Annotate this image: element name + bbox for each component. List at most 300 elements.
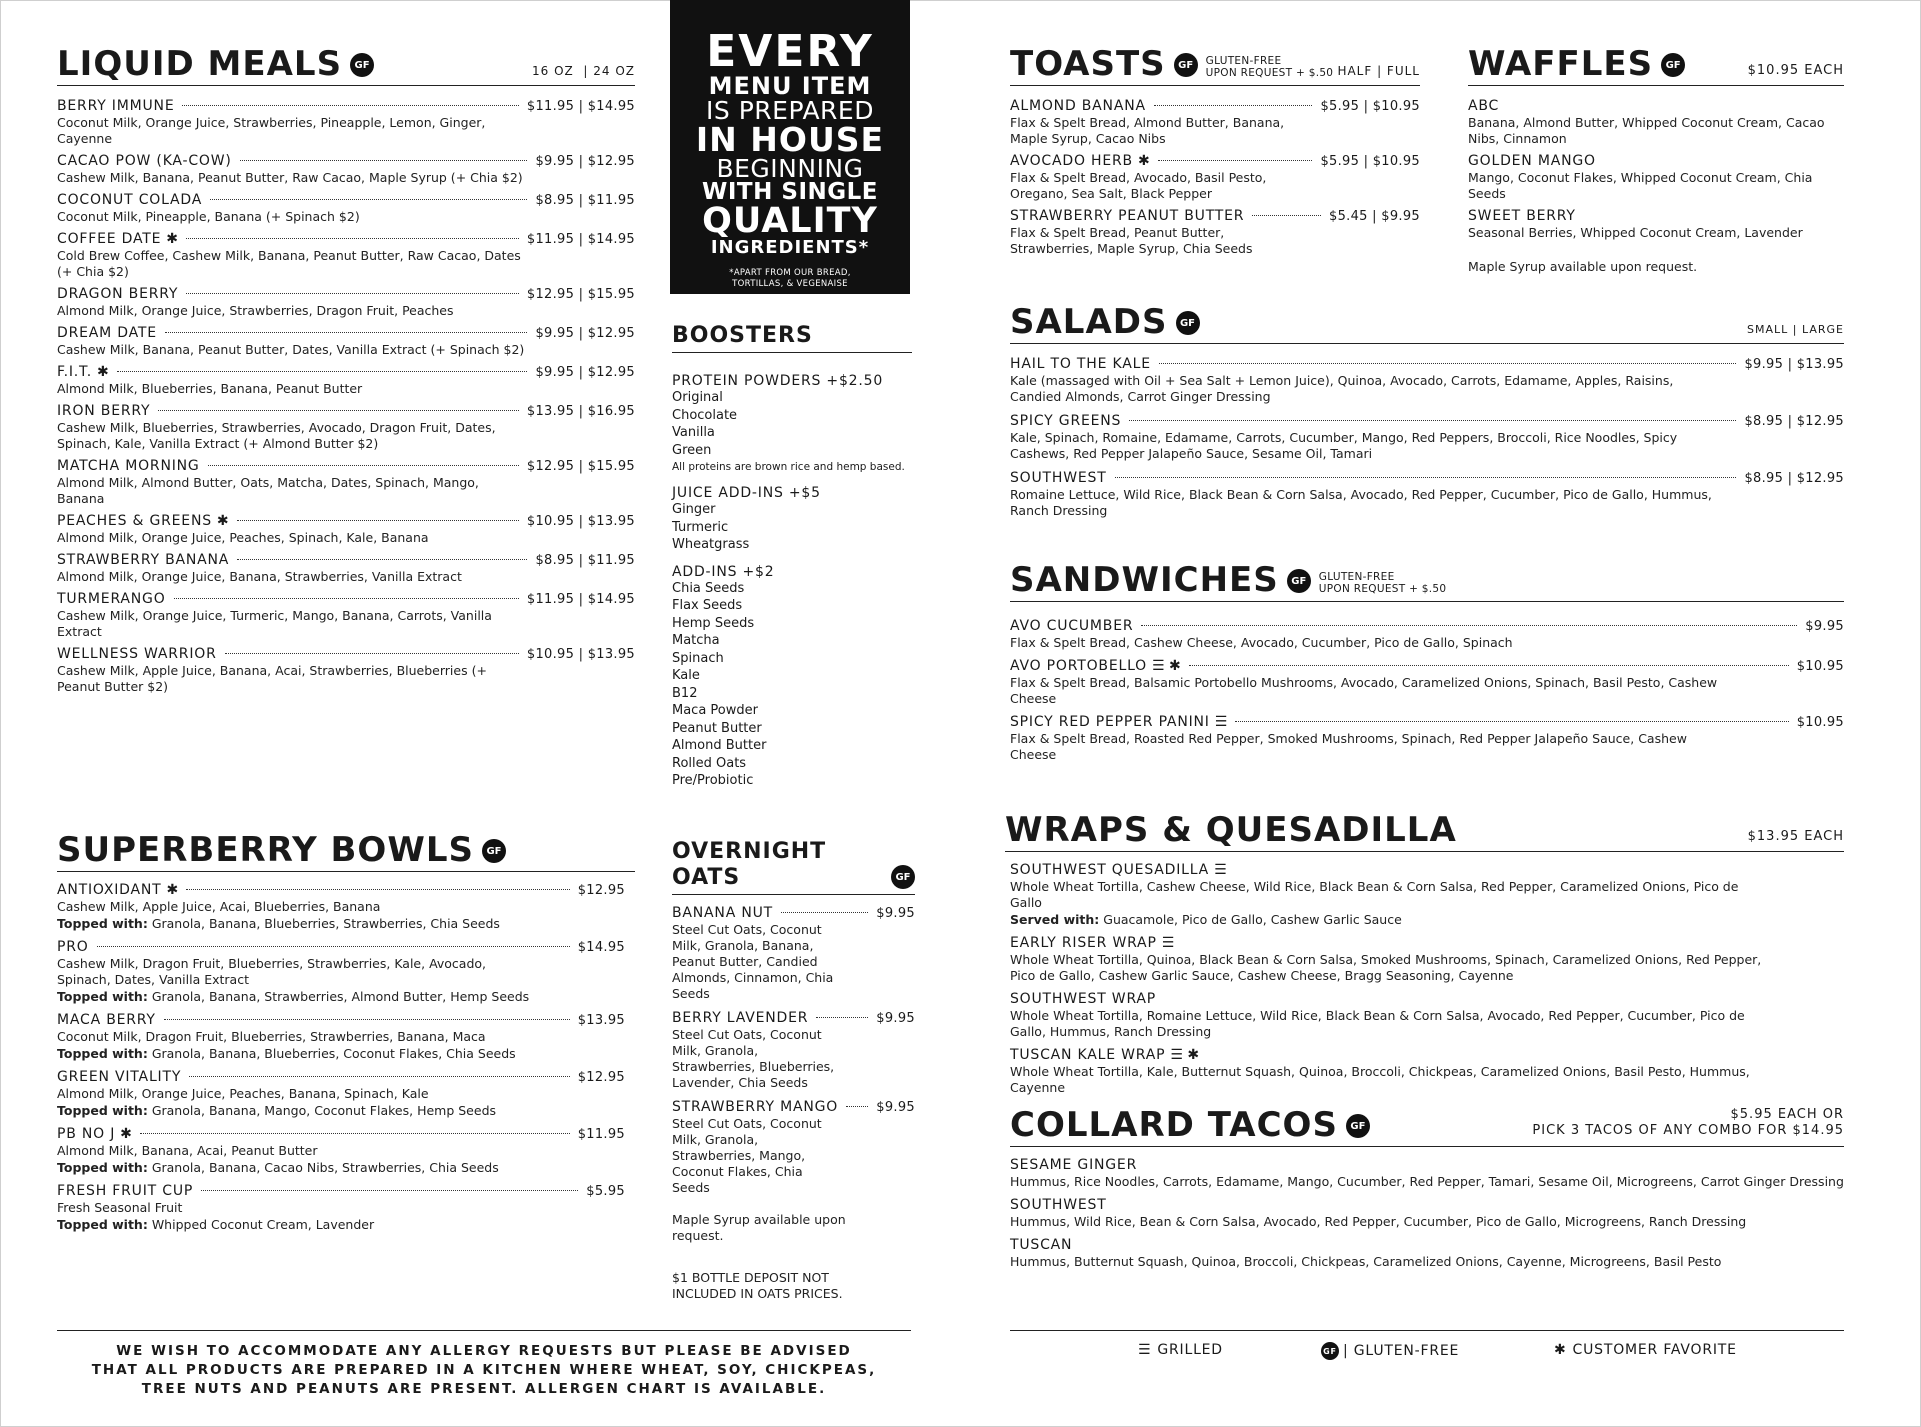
menu-item-description: Whole Wheat Tortilla, Cashew Cheese, Wild Rice, Black Bean & Corn Salsa, Red Pepper, Caramelized Onions, Pico de Gallo (1010, 879, 1739, 910)
dot-leader (781, 912, 868, 913)
menu-item-name: BERRY IMMUNE (57, 98, 175, 114)
menu-item-line (1010, 862, 1844, 878)
menu-item (57, 1126, 625, 1176)
menu-item-name: HAIL TO THE KALE (1010, 356, 1151, 372)
menu-item-price: $11.95 (577, 1127, 625, 1142)
menu-item-price: $10.95 (1796, 659, 1844, 674)
served-with-value: Guacamole, Pico de Gallo, Cashew Garlic Sauce (1099, 912, 1402, 927)
menu-item-line (1010, 991, 1844, 1007)
menu-item (57, 98, 635, 147)
dot-leader (182, 105, 518, 106)
menu-item-description: Cashew Milk, Orange Juice, Turmeric, Mango, Banana, Carrots, Vanilla Extract (57, 608, 492, 639)
menu-item (57, 646, 635, 695)
menu-item-name: EARLY RISER WRAP (1010, 935, 1157, 951)
superberry-bowls-section (57, 832, 635, 1233)
sandwiches-list (1010, 618, 1844, 763)
tacos-title: COLLARD TACOS (1010, 1105, 1338, 1145)
menu-item-name: WELLNESS WARRIOR (57, 646, 217, 662)
sandwiches-header (1010, 562, 1844, 602)
menu-item-description: Almond Milk, Banana, Acai, Peanut Butter (57, 1143, 318, 1158)
menu-item (1010, 1197, 1844, 1230)
menu-item-line (1010, 618, 1844, 634)
booster-option: Kale (672, 668, 700, 683)
menu-item (672, 1010, 915, 1091)
menu-item-description: Coconut Milk, Pineapple, Banana (+ Spinach $2) (57, 209, 360, 224)
wraps-section (1005, 812, 1844, 1096)
menu-item-line (1010, 98, 1420, 114)
menu-item-name: AVOCADO HERB (1010, 153, 1133, 169)
menu-item-line (57, 646, 635, 662)
menu-item-description: Flax & Spelt Bread, Peanut Butter, Strawberries, Maple Syrup, Chia Seeds (1010, 225, 1253, 256)
dot-leader (1159, 363, 1737, 364)
booster-option: Hemp Seeds (672, 615, 755, 631)
menu-item-description: Flax & Spelt Bread, Cashew Cheese, Avocado, Cucumber, Pico de Gallo, Spinach (1010, 635, 1513, 650)
menu-item-description: Coconut Milk, Dragon Fruit, Blueberries, Strawberries, Banana, Maca (57, 1029, 486, 1044)
menu-item-price: $5.45 | $9.95 (1329, 209, 1420, 224)
oats-header (672, 839, 915, 895)
menu-item-line (1010, 935, 1844, 951)
liquid-meals-list (57, 98, 635, 695)
menu-item-name: PEACHES & GREENS (57, 513, 212, 529)
liquid-meals-header (57, 46, 635, 86)
dot-leader (210, 199, 527, 200)
menu-item-name: SESAME GINGER (1010, 1157, 1138, 1173)
booster-option: Spinach (672, 650, 724, 666)
oats-bottle-note: $1 BOTTLE DEPOSIT NOT INCLUDED IN OATS PRICES. (672, 1270, 843, 1301)
superberry-title: SUPERBERRY BOWLS (57, 830, 474, 870)
booster-option: Peanut Butter (672, 720, 762, 736)
grill-icon: ☰ (1138, 1342, 1152, 1358)
menu-item-price: $13.95 (577, 1013, 625, 1028)
menu-item-line (57, 403, 635, 419)
waffles-list (1468, 98, 1844, 241)
boosters-header (672, 323, 912, 353)
menu-item-line (1010, 470, 1844, 486)
menu-item-name: PRO (57, 939, 89, 955)
menu-item-line (1468, 98, 1844, 114)
menu-item-name: TUSCAN (1010, 1237, 1073, 1253)
dot-leader (237, 559, 527, 560)
menu-item-name: DREAM DATE (57, 325, 157, 341)
menu-item-description: Steel Cut Oats, Coconut Milk, Granola, Strawberries, Mango, Coconut Flakes, Chia Seeds (672, 1116, 822, 1195)
menu-item-price: $8.95 | $11.95 (535, 193, 635, 208)
menu-item-line (672, 905, 915, 921)
menu-item (57, 1183, 625, 1233)
menu-item-line (57, 1069, 625, 1085)
dot-leader (164, 1019, 570, 1020)
menu-item-description: Cashew Milk, Apple Juice, Banana, Acai, Strawberries, Blueberries (+ Peanut Butter $2) (57, 663, 487, 694)
toasts-list (1010, 98, 1420, 257)
topped-with-line (57, 1160, 625, 1176)
menu-item-price: $10.95 | $13.95 (526, 647, 635, 662)
menu-item-price: $9.95 (1805, 619, 1844, 634)
menu-item-price: $8.95 | $12.95 (1744, 471, 1844, 486)
footer-divider (57, 1330, 911, 1331)
menu-item-description: Almond Milk, Orange Juice, Banana, Strawberries, Vanilla Extract (57, 569, 462, 584)
legend-grilled (1138, 1342, 1223, 1358)
menu-item (1010, 1047, 1844, 1096)
menu-item-name: FRESH FRUIT CUP (57, 1183, 194, 1199)
booster-option: Chia Seeds (672, 580, 745, 596)
gf-note-line: GLUTEN-FREE (1205, 55, 1282, 67)
menu-item-name: BERRY LAVENDER (672, 1010, 809, 1026)
menu-item-description: Steel Cut Oats, Coconut Milk, Granola, Banana, Peanut Butter, Candied Almonds, Cinnamon, Chia Seeds (672, 922, 834, 1001)
menu-item-price: $8.95 | $11.95 (535, 553, 635, 568)
size-label: SMALL | LARGE (1747, 323, 1844, 336)
gf-note-line: GLUTEN-FREE (1318, 571, 1395, 583)
menu-item-name: SPICY GREENS (1010, 413, 1122, 429)
toasts-title: TOASTS (1010, 44, 1166, 84)
promo-line: INGREDIENTS* (710, 237, 870, 258)
menu-item (1010, 862, 1844, 928)
menu-item-description: Almond Milk, Blueberries, Banana, Peanut Butter (57, 381, 363, 396)
dot-leader (189, 1076, 570, 1077)
menu-item-description: Flax & Spelt Bread, Balsamic Portobello Mushrooms, Avocado, Caramelized Onions, Spinach, Basil Pesto, Cashew Cheese (1010, 675, 1718, 706)
menu-item-description: Flax & Spelt Bread, Avocado, Basil Pesto, Oregano, Sea Salt, Black Pepper (1010, 170, 1267, 201)
allergy-line: WE WISH TO ACCOMMODATE ANY ALLERGY REQUESTS BUT PLEASE BE ADVISED (116, 1343, 852, 1359)
booster-option: Chocolate (672, 407, 738, 423)
menu-item (1010, 98, 1420, 147)
menu-item-description: Almond Milk, Almond Butter, Oats, Matcha, Dates, Spinach, Mango, Banana (57, 475, 479, 506)
menu-item-description: Almond Milk, Orange Juice, Strawberries, Dragon Fruit, Peaches (57, 303, 454, 318)
menu-item (57, 153, 635, 186)
liquid-meals-section (57, 46, 635, 695)
menu-item (1010, 413, 1844, 462)
dot-leader (174, 598, 519, 599)
topped-with-label: Topped with: (57, 1217, 148, 1232)
dot-leader (1252, 215, 1321, 216)
menu-item (57, 1012, 625, 1062)
item-marker-icon: ✱ (1137, 153, 1150, 169)
menu-item-description: Hummus, Butternut Squash, Quinoa, Broccoli, Chickpeas, Caramelized Onions, Cayenne, Microgreens, Basil Pesto (1010, 1254, 1722, 1269)
menu-item-description: Romaine Lettuce, Wild Rice, Black Bean & Corn Salsa, Avocado, Red Pepper, Cucumber, Pico de Gallo, Hummus, Ranch Dressing (1010, 487, 1712, 518)
topped-with-label: Topped with: (57, 989, 148, 1004)
menu-item-name: SOUTHWEST QUESADILLA (1010, 862, 1210, 878)
menu-item-price: $12.95 (577, 1070, 625, 1085)
menu-item-description: Almond Milk, Orange Juice, Peaches, Banana, Spinach, Kale (57, 1086, 429, 1101)
item-marker-icon: ☰ (1214, 862, 1227, 878)
menu-item-price: $5.95 | $10.95 (1320, 154, 1420, 169)
item-marker-icon: ✱ (216, 513, 229, 529)
salads-header (1010, 304, 1844, 344)
menu-item-name: COCONUT COLADA (57, 192, 203, 208)
menu-item-description: Cashew Milk, Blueberries, Strawberries, Avocado, Dragon Fruit, Dates, Spinach, Kale, Vanilla Extract (+ Almond Butter $2) (57, 420, 496, 451)
oats-maple-note: Maple Syrup available upon request. (672, 1212, 846, 1243)
menu-item-name: STRAWBERRY MANGO (672, 1099, 839, 1115)
booster-option: Turmeric (672, 519, 729, 535)
menu-item-price: $9.95 (876, 1011, 915, 1026)
gluten-free-badge: GF (1174, 53, 1198, 77)
menu-item-description: Cold Brew Coffee, Cashew Milk, Banana, Peanut Butter, Raw Cacao, Dates (+ Chia $2) (57, 248, 521, 279)
promo-line: MENU ITEM (708, 72, 872, 100)
gluten-free-badge: GF (1176, 311, 1200, 335)
juice-addins-heading: JUICE ADD-INS +$5 (672, 485, 821, 501)
menu-item-name: MACA BERRY (57, 1012, 156, 1028)
menu-item-line (57, 513, 635, 529)
allergy-notice (57, 1342, 911, 1399)
booster-option: B12 (672, 685, 698, 701)
menu-item-price: $9.95 (876, 1100, 915, 1115)
menu-item (1010, 470, 1844, 519)
menu-item-line (57, 231, 635, 247)
item-marker-icon: ✱ (166, 882, 179, 898)
dot-leader (208, 465, 519, 466)
menu-item (1010, 1157, 1844, 1190)
menu-item-price: $5.95 (586, 1184, 625, 1199)
wraps-title: WRAPS & QUESADILLA (1005, 810, 1457, 850)
menu-item-line (57, 1126, 625, 1142)
booster-option: Original (672, 390, 723, 405)
salads-title: SALADS (1010, 302, 1168, 342)
menu-item-name: SWEET BERRY (1468, 208, 1576, 224)
menu-item-line (1468, 208, 1844, 224)
menu-item-price: $11.95 | $14.95 (526, 232, 635, 247)
protein-note: All proteins are brown rice and hemp based. (672, 461, 905, 473)
promo-line: WITH SINGLE (702, 179, 878, 205)
in-house-promo-panel (670, 0, 910, 294)
menu-item-description: Whole Wheat Tortilla, Quinoa, Black Bean & Corn Salsa, Smoked Mushrooms, Spinach, Caramelized Onions, Red Pepper, Pico de Gallo, Cashew Garlic Sauce, Cashew Cheese, Bragg Seasoning, Cayenne (1010, 952, 1762, 983)
allergy-line: TREE NUTS AND PEANUTS ARE PRESENT. ALLERGEN CHART IS AVAILABLE. (141, 1381, 827, 1397)
menu-item-description: Fresh Seasonal Fruit (57, 1200, 183, 1215)
menu-item-description: Whole Wheat Tortilla, Kale, Butternut Squash, Quinoa, Broccoli, Chickpeas, Caramelized Onions, Basil Pesto, Hummus, Cayenne (1010, 1064, 1750, 1095)
menu-item-price: $11.95 | $14.95 (526, 592, 635, 607)
addins-heading: ADD-INS +$2 (672, 563, 775, 580)
menu-item (57, 882, 625, 932)
gluten-free-icon: GF (1321, 1342, 1339, 1360)
menu-item (57, 513, 635, 546)
booster-option: Pre/Probiotic (672, 773, 754, 788)
juice-list (672, 501, 912, 554)
menu-item-description: Cashew Milk, Dragon Fruit, Blueberries, Strawberries, Kale, Avocado, Spinach, Dates, Vanilla Extract (57, 956, 487, 987)
menu-item-price: $8.95 | $12.95 (1744, 414, 1844, 429)
topped-with-value: Granola, Banana, Cacao Nibs, Strawberries, Chia Seeds (147, 1160, 499, 1175)
menu-item-line (672, 1099, 915, 1115)
menu-item-name: STRAWBERRY PEANUT BUTTER (1010, 208, 1245, 224)
wraps-price: $13.95 EACH (1747, 829, 1844, 844)
menu-item-price: $11.95 | $14.95 (526, 99, 635, 114)
menu-item-line (1010, 714, 1844, 730)
menu-item-line (57, 1012, 625, 1028)
legend-favorite-label: CUSTOMER FAVORITE (1572, 1342, 1737, 1358)
toasts-header (1010, 46, 1420, 86)
dot-leader (186, 293, 519, 294)
dot-leader (201, 1190, 578, 1191)
menu-item-line (672, 1010, 915, 1026)
menu-item-line (1010, 1047, 1844, 1063)
star-icon: ✱ (1554, 1342, 1567, 1358)
menu-item-price: $13.95 | $16.95 (526, 404, 635, 419)
menu-item (57, 591, 635, 640)
menu-item (57, 403, 635, 452)
menu-item (1010, 714, 1844, 763)
menu-item-name: SOUTHWEST (1010, 470, 1107, 486)
superberry-header (57, 832, 635, 872)
item-marker-icon: ☰ (1161, 935, 1175, 951)
tacos-price-line: $5.95 EACH OR (1730, 1107, 1844, 1122)
served-with-line (1010, 912, 1844, 928)
menu-item-description: Coconut Milk, Orange Juice, Strawberries, Pineapple, Lemon, Ginger, Cayenne (57, 115, 486, 146)
item-marker-icon: ✱ (166, 231, 178, 247)
liquid-meals-title: LIQUID MEALS (57, 44, 343, 84)
menu-item-name: GREEN VITALITY (57, 1069, 182, 1085)
dot-leader (1189, 665, 1789, 666)
menu-item-description: Whole Wheat Tortilla, Romaine Lettuce, Wild Rice, Black Bean & Corn Salsa, Avocado, Red Pepper, Cucumber, Pico de Gallo, Hummus, Ranch Dressing (1010, 1008, 1745, 1039)
overnight-oats-section (672, 839, 915, 1302)
menu-item (57, 192, 635, 225)
menu-item (1010, 153, 1420, 202)
gluten-free-badge: GF (1346, 1114, 1370, 1138)
tacos-header (1010, 1107, 1844, 1147)
menu-item-name: TURMERANGO (57, 591, 166, 607)
item-marker-icon: ☰ ✱ (1170, 1047, 1200, 1063)
menu-item (1010, 991, 1844, 1040)
promo-line: EVERY (706, 26, 874, 77)
menu-item-description: Almond Milk, Orange Juice, Peaches, Spinach, Kale, Banana (57, 530, 429, 545)
menu-item-price: $5.95 | $10.95 (1320, 99, 1420, 114)
menu-item-line (1010, 356, 1844, 372)
menu-item (57, 231, 635, 280)
promo-line: QUALITY (702, 201, 878, 241)
menu-item-description: Mango, Coconut Flakes, Whipped Coconut Cream, Chia Seeds (1468, 170, 1813, 201)
oats-list (672, 905, 915, 1196)
menu-item-line (57, 153, 635, 169)
menu-item-description: Cashew Milk, Apple Juice, Acai, Blueberries, Banana (57, 899, 381, 914)
menu-item-price: $12.95 (577, 883, 625, 898)
menu-item (57, 364, 635, 397)
size-label: 16 OZ | 24 OZ (532, 64, 635, 78)
menu-item-description: Steel Cut Oats, Coconut Milk, Granola, Strawberries, Blueberries, Lavender, Chia Seeds (672, 1027, 835, 1090)
menu-item-description: Flax & Spelt Bread, Roasted Red Pepper, Smoked Mushrooms, Spinach, Red Pepper Jalapeño Sauce, Cashew Cheese (1010, 731, 1687, 762)
menu-item-line (1010, 413, 1844, 429)
menu-item-line (57, 882, 625, 898)
topped-with-value: Granola, Banana, Blueberries, Strawberries, Chia Seeds (147, 916, 500, 931)
topped-with-label: Topped with: (57, 1046, 148, 1061)
legend-favorite (1554, 1342, 1737, 1358)
menu-item-line (1010, 1237, 1844, 1253)
promo-line: BEGINNING (716, 154, 864, 183)
promo-line: IN HOUSE (695, 120, 885, 159)
menu-item-line (57, 458, 635, 474)
menu-item-name: COFFEE DATE (57, 231, 162, 247)
menu-item-price: $9.95 | $13.95 (1744, 357, 1844, 372)
menu-item (1468, 153, 1844, 202)
menu-item-name: AVO PORTOBELLO (1010, 658, 1147, 674)
superberry-list (57, 882, 625, 1233)
salads-section (1010, 304, 1844, 519)
menu-item-line (57, 286, 635, 302)
sandwiches-title: SANDWICHES (1010, 560, 1279, 600)
menu-item-name: GOLDEN MANGO (1468, 153, 1596, 169)
legend-grilled-label: GRILLED (1157, 1342, 1223, 1358)
topped-with-label: Topped with: (57, 1103, 148, 1118)
gf-note-line: UPON REQUEST + $.50 (1205, 67, 1334, 79)
dot-leader (1129, 420, 1736, 421)
topped-with-value: Granola, Banana, Blueberries, Coconut Flakes, Chia Seeds (147, 1046, 516, 1061)
menu-item (1010, 208, 1420, 257)
menu-item-price: $14.95 (577, 940, 625, 955)
size-label: HALF | FULL (1337, 64, 1420, 78)
footer-divider (1010, 1330, 1844, 1331)
menu-item-line (1010, 1197, 1844, 1213)
menu-item (57, 458, 635, 507)
topped-with-line (57, 989, 625, 1005)
menu-item-name: F.I.T. (57, 364, 92, 380)
menu-item-price: $12.95 | $15.95 (526, 459, 635, 474)
booster-option: Rolled Oats (672, 755, 747, 771)
menu-item-line (57, 552, 635, 568)
menu-item (1468, 98, 1844, 147)
menu-item-name: SPICY RED PEPPER PANINI (1010, 714, 1210, 730)
menu-item (57, 552, 635, 585)
menu-item-name: ANTIOXIDANT (57, 882, 162, 898)
waffles-price: $10.95 EACH (1747, 63, 1844, 78)
gluten-free-badge: GF (1661, 53, 1685, 77)
menu-item (1010, 356, 1844, 405)
dot-leader (1115, 477, 1737, 478)
served-with-label: Served with: (1010, 912, 1100, 927)
booster-option: Vanilla (672, 425, 715, 440)
wraps-header (1005, 812, 1844, 852)
menu-item-name: BANANA NUT (672, 905, 774, 921)
dot-leader (1154, 105, 1313, 106)
waffles-header (1468, 46, 1844, 86)
menu-item-name: PB NO J (57, 1126, 116, 1142)
menu-item (672, 905, 915, 1002)
waffles-title: WAFFLES (1468, 44, 1654, 84)
menu-item-line (57, 192, 635, 208)
menu-item-line (1010, 1157, 1844, 1173)
menu-item-line (57, 591, 635, 607)
oats-title: OVERNIGHT OATS (672, 839, 827, 890)
menu-item-price: $9.95 | $12.95 (535, 154, 635, 169)
menu-item-name: ABC (1468, 98, 1500, 114)
dot-leader (97, 946, 570, 947)
menu-item-price: $9.95 | $12.95 (535, 365, 635, 380)
topped-with-line (57, 1046, 625, 1062)
dot-leader (140, 1133, 570, 1134)
item-marker-icon: ✱ (96, 364, 109, 380)
menu-item (57, 286, 635, 319)
topped-with-value: Granola, Banana, Mango, Coconut Flakes, Hemp Seeds (147, 1103, 497, 1118)
dot-leader (158, 410, 519, 411)
waffles-section (1468, 46, 1844, 275)
salads-list (1010, 356, 1844, 519)
menu-item-name: MATCHA MORNING (57, 458, 200, 474)
item-marker-icon: ✱ (120, 1126, 132, 1142)
menu-item-name: SOUTHWEST WRAP (1010, 991, 1157, 1007)
topped-with-label: Topped with: (57, 916, 148, 931)
menu-item-description: Banana, Almond Butter, Whipped Coconut Cream, Cacao Nibs, Cinnamon (1468, 115, 1825, 146)
dot-leader (1141, 625, 1797, 626)
menu-item-price: $9.95 | $12.95 (535, 326, 635, 341)
promo-footnote: *APART FROM OUR BREAD, (729, 268, 851, 278)
menu-item (1010, 618, 1844, 651)
menu-item-description: Cashew Milk, Banana, Peanut Butter, Dates, Vanilla Extract (+ Spinach $2) (57, 342, 525, 357)
menu-item-name: AVO CUCUMBER (1010, 618, 1134, 634)
menu-item-description: Kale (massaged with Oil + Sea Salt + Lemon Juice), Quinoa, Avocado, Carrots, Edamame, Apples, Raisins, Candied Almonds, Carrot Ginger Dressing (1010, 373, 1674, 404)
dot-leader (1158, 160, 1313, 161)
legend-gluten-free (1321, 1342, 1459, 1360)
gluten-free-badge: GF (1287, 569, 1311, 593)
menu-item-name: SOUTHWEST (1010, 1197, 1107, 1213)
allergy-line: THAT ALL PRODUCTS ARE PREPARED IN A KITCHEN WHERE WHEAT, SOY, CHICKPEAS, (91, 1362, 877, 1378)
protein-list (672, 389, 912, 459)
gf-request-note (1206, 55, 1334, 79)
menu-item-line (1468, 153, 1844, 169)
toasts-section (1010, 46, 1420, 257)
dot-leader (186, 889, 569, 890)
dot-leader (237, 520, 519, 521)
